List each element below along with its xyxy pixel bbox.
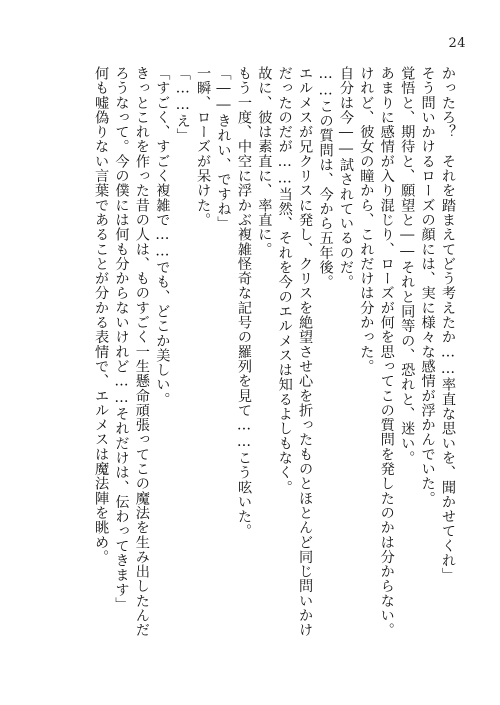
text-line: だったのだが……当然、それを今のエルメスは知るよしもなく。 — [276, 66, 293, 495]
text-line: ろうなって。今の僕には何も分からないけれど……それだけは、伝わってきます」 — [113, 66, 130, 612]
text-line: 一瞬、ローズが呆けた。 — [195, 66, 212, 228]
page-number: 24 — [448, 36, 466, 51]
text-line: 「――きれい、ですね」 — [215, 66, 232, 231]
text-line: 覚悟と、期待と、願望と――それと同等の、恐れと、迷い。 — [399, 66, 416, 466]
text-line: 「……え」 — [174, 66, 191, 143]
text-line: ……この質問は、今から五年後。 — [317, 66, 334, 290]
text-line: 自分は今――試されているのだ。 — [337, 66, 354, 290]
text-line: 故に、彼は素直に、率直に。 — [256, 66, 273, 257]
text-line: かったろ？ それを踏まえてどう考えたか……率直な思いを、聞かせてくれ」 — [440, 66, 456, 583]
text-line: 「すごく、すごく複雑で……でも、どこか美しい。 — [154, 66, 171, 407]
text-line: けれど、彼女の瞳から、これだけは分かった。 — [358, 66, 375, 374]
text-line: 何も嘘偽りない言葉であることが分かる表情で、エルメスは魔法陣を眺め。 — [93, 66, 110, 565]
text-line: もう一度、中空に浮かぶ複雑怪奇な記号の羅列を見て……こう呟いた。 — [235, 66, 252, 539]
text-line: エルメスが兄クリスに発し、クリスを絶望させ心を折ったものとほとんど同じ問いかけ — [297, 66, 314, 638]
text-line: そう問いかけるローズの顔には、実に様々な感情が浮かんでいた。 — [419, 66, 436, 506]
text-line: あまりに感情が入り混じり、ローズが何を思ってこの質問を発したのかは分からない。 — [378, 66, 395, 638]
body-text — [91, 66, 458, 656]
text-line: きっとこれを作った昔の人は、ものすごく一生懸命頑張ってこの魔法を生み出したんだ — [133, 66, 150, 638]
